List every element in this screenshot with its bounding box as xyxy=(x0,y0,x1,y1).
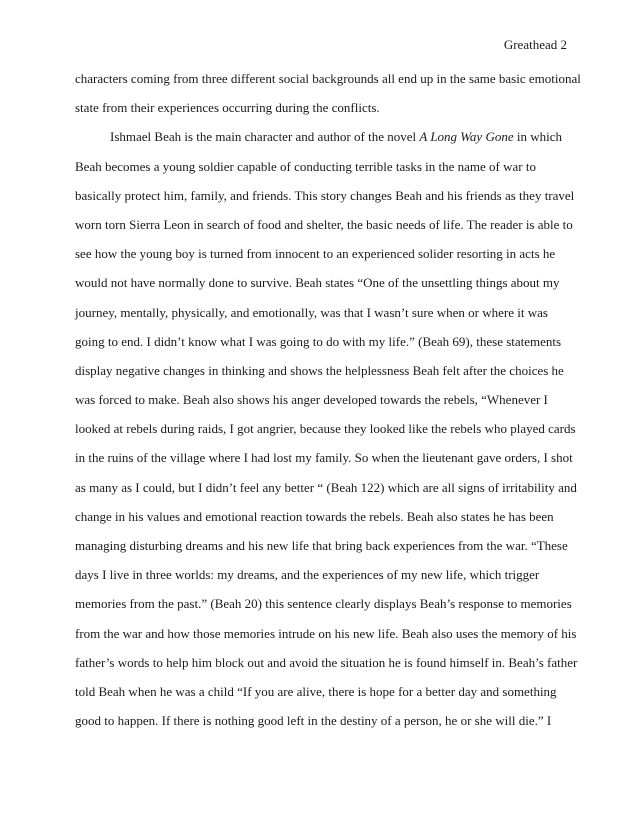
text-line: father’s words to help him block out and avoid the situation he is found himself in. Beah’s father xyxy=(75,654,578,670)
text-line: characters coming from three different social backgrounds all end up in the same basic emotional xyxy=(75,71,581,86)
text-line: looked at rebels during raids, I got angrier, because they looked like the rebels who played cards xyxy=(75,421,576,437)
text-line: would not have normally done to survive. Beah states “One of the unsettling things about my xyxy=(75,275,560,291)
text-line: in the ruins of the village where I had lost my family. So when the lieutenant gave orders, I shot xyxy=(75,450,573,466)
running-head: Greathead 2 xyxy=(503,37,567,52)
text-line: basically protect him, family, and friends. This story changes Beah and his friends as they travel xyxy=(75,187,575,203)
essay-body xyxy=(75,71,581,742)
text-line: Beah becomes a young soldier capable of conducting terrible tasks in the name of war to xyxy=(75,158,536,174)
text-line: journey, mentally, physically, and emotionally, was that I wasn’t sure when or where it was xyxy=(75,304,548,320)
text-line: display negative changes in thinking and shows the helplessness Beah felt after the choices he xyxy=(75,362,564,378)
text-line: worn torn Sierra Leon in search of food and shelter, the basic needs of life. The reader is able to xyxy=(75,216,573,232)
text-line: as many as I could, but I didn’t feel any better “ (Beah 122) which are all signs of irritability and xyxy=(75,479,577,495)
text-line: change in his values and emotional reaction towards the rebels. Beah also states he has been xyxy=(75,508,554,524)
text-line: see how the young boy is turned from innocent to an experienced solider resorting in acts he xyxy=(75,246,556,262)
book-title: A Long Way Gone xyxy=(419,129,514,145)
text-line: state from their experiences occurring during the conflicts. xyxy=(75,100,380,116)
text-line: managing disturbing dreams and his new life that bring back experiences from the war. “These xyxy=(75,538,568,553)
text-line: good to happen. If there is nothing good left in the destiny of a person, he or she will die.” I xyxy=(75,713,552,729)
text-line: memories from the past.” (Beah 20) this sentence clearly displays Beah’s response to memories xyxy=(75,596,572,612)
text-line: told Beah when he was a child “If you are alive, there is hope for a better day and something xyxy=(75,683,557,699)
text-line: from the war and how those memories intrude on his new life. Beah also uses the memory of his xyxy=(75,625,577,641)
text-run: in which xyxy=(513,129,562,145)
text-run: Ishmael Beah is the main character and author of the novel xyxy=(110,129,420,145)
text-line: was forced to make. Beah also shows his anger developed towards the rebels, “Whenever I xyxy=(75,392,548,408)
paragraph-first-line xyxy=(75,129,565,158)
text-line: going to end. I didn’t know what I was going to do with my life.” (Beah 69), these statements xyxy=(75,333,562,349)
text-line: days I live in three worlds: my dreams, and the experiences of my new life, which trigger xyxy=(75,567,540,583)
